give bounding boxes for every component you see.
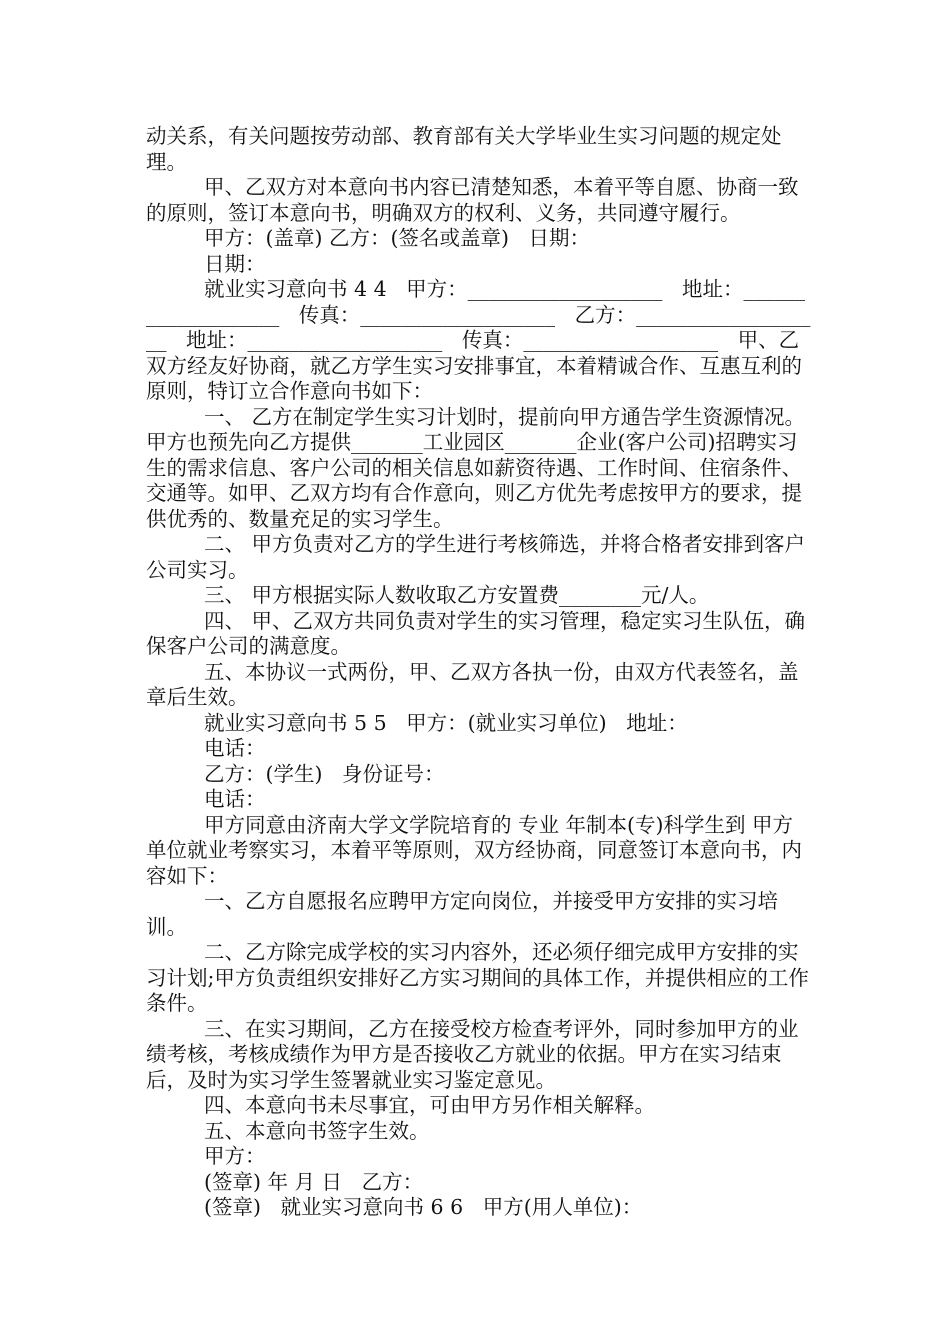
seal-date-line: (签章) 年 月 日 乙方： [204,1169,424,1194]
clause-5-1: 一、乙方自愿报名应聘甲方定向岗位，并接受甲方安排的实习培训。 [146,889,778,939]
clause-5-2: 二、乙方除完成学校的实习内容外，还必须仔细完成甲方安排的实习计划;甲方负责组织安排好乙方实习期间的具体工作，并提供相应的工作条件。 [146,940,809,1015]
paragraph-1: 动关系，有关问题按劳动部、教育部有关大学毕业生实习问题的规定处理。 [146,124,782,174]
clause-5-5: 五、本意向书签字生效。 [204,1118,430,1143]
party-a-sign-line: 甲方： [204,1144,266,1168]
agreement-5-intro: 甲方同意由济南大学文学院培育的 专业 年制本(专)科学生到 甲方单位就业考察实习，本着平等原则，双方经协商，同意签订本意向书，内容如下： [146,812,802,888]
party-b-line: 乙方：(学生) 身份证号： [204,761,445,786]
phone-line-2: 电话： [204,787,266,811]
agreement-5-header: 就业实习意向书 5 5 甲方：(就业实习单位) 地址： [204,710,688,735]
document-page [146,124,812,1221]
paragraph-2: 甲、乙双方对本意向书内容已清楚知悉，本着平等自愿、协商一致的原则，签订本意向书，明确双方的权利、义务，共同遵守履行。 [146,175,799,225]
clause-4-2: 二、 甲方负责对乙方的学生进行考核筛选，并将合格者安排到客户公司实习。 [146,532,806,582]
clause-4-1: 一、 乙方在制定学生实习计划时，提前向甲方通告学生资源情况。甲方也预先向乙方提供_______工业园区_______企业(客户公司)招聘实习生的需求信息、客户公司的相关信息如薪资待遇、工作时间、住宿条件、交通等。如甲、乙双方均有合作意向，则乙方优先考虑按甲方的要求，提供优秀的、数量充足的实习学生。 [146,404,806,531]
clause-4-3: 三、 甲方根据实际人数收取乙方安置费________元/人。 [204,583,710,607]
agreement-6-header: (签章) 就业实习意向书 6 6 甲方(用人单位)： [204,1195,643,1219]
clause-5-4: 四、本意向书未尽事宜，可由甲方另作相关解释。 [204,1093,655,1117]
phone-line-1: 电话： [204,736,266,760]
clause-4-4: 四、 甲、乙双方共同负责对学生的实习管理，稳定实习生队伍，确保客户公司的满意度。 [146,608,806,658]
clause-4-5: 五、本协议一式两份，甲、乙双方各执一份，由双方代表签名，盖章后生效。 [146,659,799,709]
signature-line-1: 甲方：(盖章) 乙方：(签名或盖章) 日期： [204,226,591,250]
date-line-1: 日期： [204,251,266,276]
agreement-4-header: 就业实习意向书 4 4 甲方：___________________ 地址：___________________ 传真：___________________ 乙方：___________________ 地址：___________________ 传真：___________________ 甲、乙双方经友好协商，就乙方学生实习安排事宜，本着精诚合作、互惠互利的原则，特订立合作意向书如下： [146,277,811,403]
clause-5-3: 三、在实习期间，乙方在接受校方检查考评外，同时参加甲方的业绩考核，考核成绩作为甲方是否接收乙方就业的依据。甲方在实习结束后，及时为实习学生签署就业实习鉴定意见。 [146,1016,799,1092]
